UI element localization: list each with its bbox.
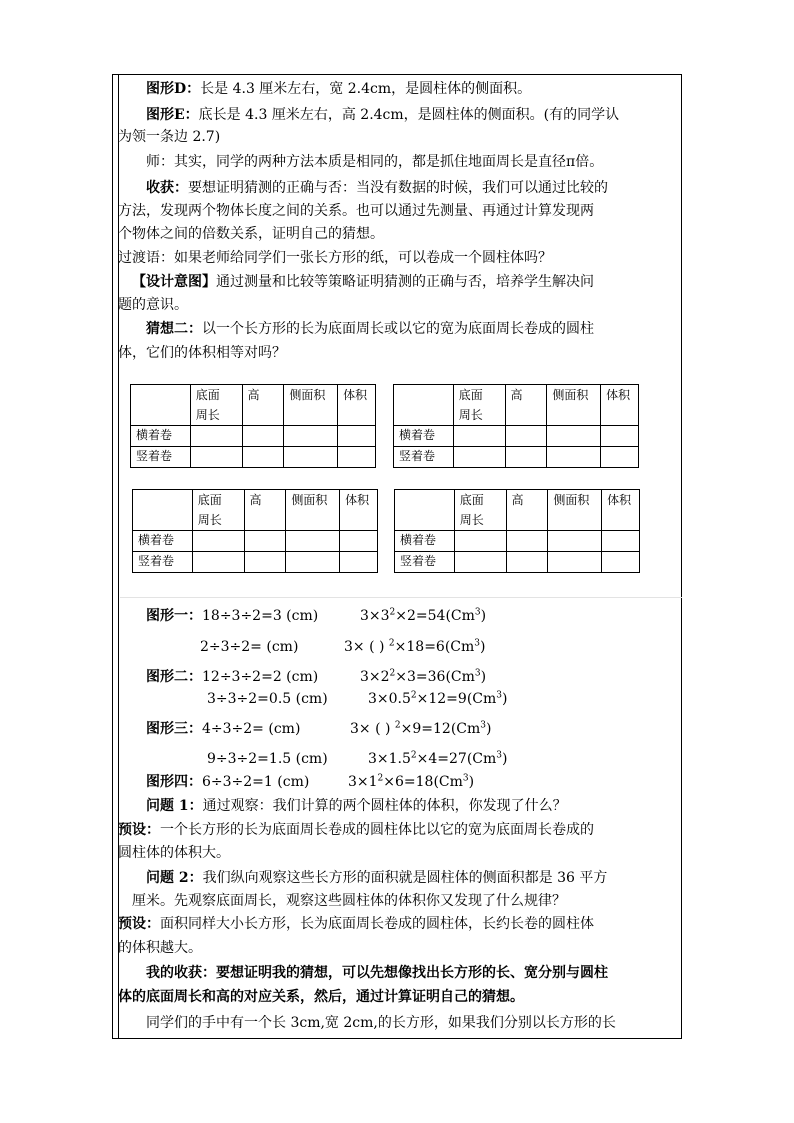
- corner-cell: [395, 490, 455, 531]
- shape-e-label: 图形E：: [146, 107, 199, 123]
- calc-shape-3-label: 图形三：: [146, 721, 202, 737]
- header-height: 高: [506, 490, 548, 531]
- row-label-vertical: 竖着卷: [131, 447, 191, 468]
- shape-e-cont: 为领一条边 2.7): [118, 129, 221, 145]
- roll-table-1: [130, 384, 376, 468]
- question-2-cont: 厘米。先观察底面周长，观察这些圆柱体的体积你又发现了什么规律？: [132, 893, 566, 909]
- shape-d-line: [146, 78, 531, 100]
- row-label-horizontal: 横着卷: [133, 531, 193, 552]
- calc-shape-4-label: 图形四：: [146, 774, 202, 790]
- header-lateral-area: 侧面积: [284, 385, 338, 426]
- corner-cell: [394, 385, 454, 426]
- header-height: 高: [244, 490, 286, 531]
- preset-2-cont: 的体积越大。: [118, 940, 202, 956]
- shape-e-text: 底长是 4.3 厘米左右，高 2.4cm，是圆柱体的侧面积。(有的同学认: [198, 107, 620, 123]
- design-intent-cont: 题的意识。: [118, 297, 188, 313]
- row-label-vertical: 竖着卷: [133, 552, 193, 573]
- calc-shape-1-volume-2: 3× ( ) $^2\times 18=6(Cm^3)$: [344, 638, 486, 655]
- calc-shape-3-volume-2: $3\times 1.5^2\times 4=27(Cm^3)$: [368, 750, 508, 767]
- calc-shape-1: 图形一：18÷3÷2=3 (cm): [146, 608, 319, 624]
- calc-shape-2-volume: $3\times 2^2\times 3=36(Cm^3)$: [360, 668, 487, 685]
- calc-shape-1-label: 图形一：: [146, 608, 202, 624]
- shape-e-line: [146, 104, 619, 126]
- gain-cont-1: 方法，发现两个物体长度之间的关系。也可以通过先测量、再通过计算发现两: [118, 203, 594, 219]
- corner-cell: [131, 385, 191, 426]
- teacher-line: 师：其实，同学的两种方法本质是相同的，都是抓住地面周长是直径π倍。: [146, 154, 604, 170]
- roll-table-3: [132, 489, 378, 573]
- guess-two-line: [146, 318, 594, 340]
- preset-1-cont: 圆柱体的体积大。: [118, 845, 230, 861]
- header-lateral-area: 侧面积: [547, 385, 601, 426]
- header-volume: 体积: [340, 490, 378, 531]
- question-1: 问题 1：通过观察：我们计算的两个圆柱体的体积，你发现了什么？: [146, 798, 567, 814]
- calc-shape-3-volume: 3× ( ) $^2\times 9=12(Cm^3)$: [350, 720, 492, 737]
- guess-two-label: 猜想二：: [146, 321, 202, 337]
- guess-two-text: 以一个长方形的长为底面周长或以它的宽为底面周长卷成的圆柱: [202, 321, 594, 337]
- corner-cell: [133, 490, 193, 531]
- question-1-label: 问题 1：: [146, 798, 203, 814]
- calc-shape-2-width: 3÷3÷2=0.5 (cm): [207, 691, 328, 707]
- roll-table-2: [393, 384, 639, 468]
- row-label-vertical: 竖着卷: [394, 447, 454, 468]
- shape-d-label: 图形D：: [146, 81, 201, 97]
- header-height: 高: [242, 385, 284, 426]
- question-2-label: 问题 2：: [146, 870, 203, 886]
- header-perimeter: 底面 周长: [453, 385, 505, 426]
- calc-shape-2: 图形二：12÷3÷2=2 (cm): [146, 669, 319, 685]
- row-label-vertical: 竖着卷: [395, 552, 455, 573]
- design-intent-label: 【设计意图】: [132, 274, 216, 290]
- header-volume: 体积: [602, 490, 640, 531]
- gain-line: [146, 177, 608, 199]
- header-volume: 体积: [338, 385, 376, 426]
- my-gain-line-2: 体的底面周长和高的对应关系，然后，通过计算证明自己的猜想。: [118, 989, 524, 1005]
- header-perimeter: 底面 周长: [192, 490, 244, 531]
- header-perimeter: 底面 周长: [454, 490, 506, 531]
- header-perimeter: 底面 周长: [190, 385, 242, 426]
- shape-d-text: 长是 4.3 厘米左右，宽 2.4cm，是圆柱体的侧面积。: [200, 81, 532, 97]
- header-lateral-area: 侧面积: [286, 490, 340, 531]
- calc-shape-3: 图形三：4÷3÷2= (cm): [146, 721, 301, 737]
- preset-2: 预设：面积同样大小长方形，长为底面周长卷成的圆柱体，长约长卷的圆柱体: [118, 916, 594, 932]
- section-divider: [120, 597, 682, 598]
- question-2: 问题 2：我们纵向观察这些长方形的面积就是圆柱体的侧面积都是 36 平方: [146, 870, 608, 886]
- preset-1: 预设：一个长方形的长为底面周长卷成的圆柱体比以它的宽为底面周长卷成的: [118, 822, 594, 838]
- header-lateral-area: 侧面积: [548, 490, 602, 531]
- my-gain-line-1: 我的收获：要想证明我的猜想，可以先想像找出长方形的长、宽分别与圆柱: [146, 965, 608, 981]
- row-label-horizontal: 横着卷: [131, 426, 191, 447]
- header-height: 高: [505, 385, 547, 426]
- design-intent-line: [132, 271, 594, 293]
- calc-shape-2-label: 图形二：: [146, 669, 202, 685]
- row-label-horizontal: 横着卷: [394, 426, 454, 447]
- calc-shape-1-width: 2÷3÷2= (cm): [200, 639, 299, 655]
- header-volume: 体积: [601, 385, 639, 426]
- row-label-horizontal: 横着卷: [395, 531, 455, 552]
- calc-shape-2-volume-2: $3\times 0.5^2\times 12=9(Cm^3)$: [368, 690, 508, 707]
- calc-shape-3-width: 9÷3÷2=1.5 (cm): [207, 751, 328, 767]
- guess-two-cont: 体，它们的体积相等对吗？: [118, 345, 286, 361]
- design-intent-text: 通过测量和比较等策略证明猜测的正确与否，培养学生解决问: [216, 274, 594, 290]
- gain-cont-2: 个物体之间的倍数关系，证明自己的猜想。: [118, 226, 384, 242]
- closing-line: 同学们的手中有一个长 3cm,宽 2cm,的长方形，如果我们分别以长方形的长: [146, 1015, 616, 1031]
- gain-label: 收获：: [146, 180, 188, 196]
- transition-line: 过渡语：如果老师给同学们一张长方形的纸，可以卷成一个圆柱体吗？: [118, 250, 552, 266]
- calc-shape-4: 图形四：6÷3÷2=1 (cm): [146, 774, 310, 790]
- calc-shape-4-volume: $3\times 1^2\times 6=18(Cm^3)$: [348, 773, 475, 790]
- roll-table-4: [394, 489, 640, 573]
- preset-1-label: 预设：: [118, 822, 160, 838]
- preset-2-label: 预设：: [118, 916, 160, 932]
- gain-text: 要想证明猜测的正确与否：当没有数据的时候，我们可以通过比较的: [188, 180, 608, 196]
- calc-shape-1-volume: $3\times 3^2\times 2=54(Cm^3)$: [360, 607, 487, 624]
